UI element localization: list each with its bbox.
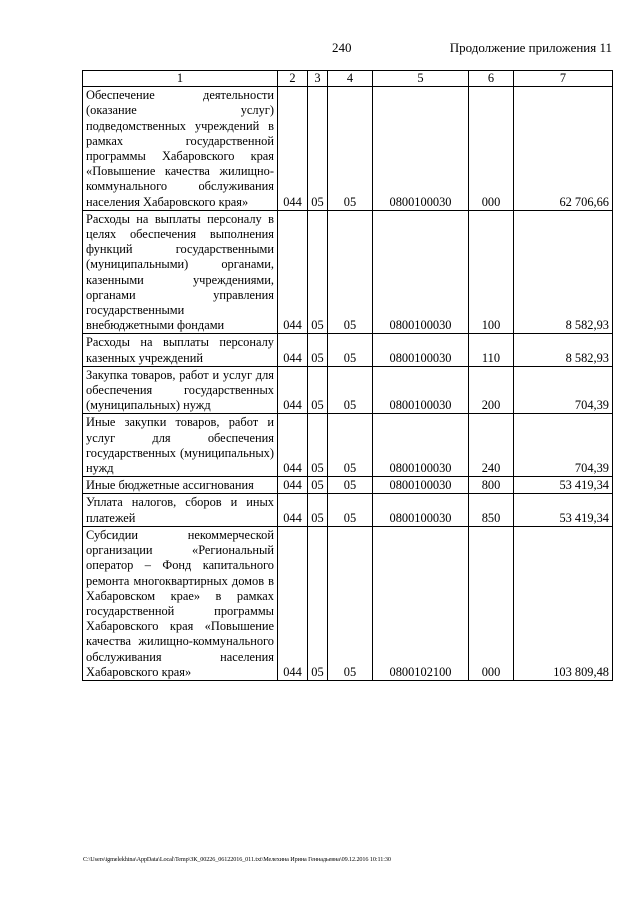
subsection-code-cell: 05	[328, 477, 373, 494]
amount-cell: 704,39	[514, 414, 613, 477]
subsection-code-cell: 05	[328, 526, 373, 680]
file-path-footer: C:\Users\igmelekhina\AppData\Local\Temp\ЗК_00226_06122016_011.txt\Мелехина Ирина Геннадьевна\09.12.2016 10:11:30	[83, 856, 391, 863]
column-header: 5	[373, 71, 469, 87]
table-row	[83, 494, 613, 526]
table-row	[83, 366, 613, 414]
expense-name-cell: Субсидии некоммерческой организации «Региональный оператор – Фонд капитального ремонта многоквартирных домов в Хабаровском крае» в рамках государственной программы Хабаровского края «Повышение качества жилищно-коммунального обслуживания населения Хабаровского края»	[83, 526, 278, 680]
subsection-code-cell: 05	[328, 210, 373, 334]
ministry-code-cell: 044	[278, 87, 308, 211]
page-number: 240	[332, 40, 352, 55]
subsection-code-cell: 05	[328, 334, 373, 366]
budget-table	[82, 70, 613, 681]
section-code-cell: 05	[308, 494, 328, 526]
column-header: 1	[83, 71, 278, 87]
expense-type-cell: 100	[469, 210, 514, 334]
target-article-cell: 0800100030	[373, 366, 469, 414]
expense-type-cell: 110	[469, 334, 514, 366]
ministry-code-cell: 044	[278, 210, 308, 334]
target-article-cell: 0800100030	[373, 477, 469, 494]
section-code-cell: 05	[308, 334, 328, 366]
amount-cell: 8 582,93	[514, 210, 613, 334]
table-row	[83, 526, 613, 680]
ministry-code-cell: 044	[278, 494, 308, 526]
amount-cell: 53 419,34	[514, 494, 613, 526]
target-article-cell: 0800100030	[373, 210, 469, 334]
ministry-code-cell: 044	[278, 366, 308, 414]
section-code-cell: 05	[308, 87, 328, 211]
column-header: 2	[278, 71, 308, 87]
expense-type-cell: 800	[469, 477, 514, 494]
subsection-code-cell: 05	[328, 494, 373, 526]
table-row	[83, 210, 613, 334]
section-code-cell: 05	[308, 477, 328, 494]
table-row	[83, 334, 613, 366]
section-code-cell: 05	[308, 366, 328, 414]
expense-name-cell: Расходы на выплаты персоналу казенных учреждений	[83, 334, 278, 366]
ministry-code-cell: 044	[278, 334, 308, 366]
ministry-code-cell: 044	[278, 526, 308, 680]
ministry-code-cell: 044	[278, 414, 308, 477]
subsection-code-cell: 05	[328, 366, 373, 414]
expense-name-cell: Иные закупки товаров, работ и услуг для обеспечения государственных (муниципальных) нужд	[83, 414, 278, 477]
expense-name-cell: Уплата налогов, сборов и иных платежей	[83, 494, 278, 526]
expense-type-cell: 000	[469, 526, 514, 680]
expense-name-cell: Расходы на выплаты персоналу в целях обеспечения выполнения функций государственными (муниципальными) органами, казенными учреждениями, органами управления государственными внебюджетными фондами	[83, 210, 278, 334]
section-code-cell: 05	[308, 526, 328, 680]
ministry-code-cell: 044	[278, 477, 308, 494]
target-article-cell: 0800100030	[373, 414, 469, 477]
section-code-cell: 05	[308, 210, 328, 334]
expense-name-cell: Обеспечение деятельности (оказание услуг) подведомственных учреждений в рамках государственной программы Хабаровского края «Повышение качества жилищно-коммунального обслуживания населения Хабаровского края»	[83, 87, 278, 211]
column-header: 6	[469, 71, 514, 87]
subsection-code-cell: 05	[328, 414, 373, 477]
expense-type-cell: 240	[469, 414, 514, 477]
amount-cell: 62 706,66	[514, 87, 613, 211]
expense-name-cell: Иные бюджетные ассигнования	[83, 477, 278, 494]
target-article-cell: 0800100030	[373, 334, 469, 366]
column-header: 4	[328, 71, 373, 87]
expense-type-cell: 850	[469, 494, 514, 526]
table-row	[83, 477, 613, 494]
amount-cell: 53 419,34	[514, 477, 613, 494]
target-article-cell: 0800100030	[373, 494, 469, 526]
column-header: 7	[514, 71, 613, 87]
target-article-cell: 0800100030	[373, 87, 469, 211]
amount-cell: 704,39	[514, 366, 613, 414]
subsection-code-cell: 05	[328, 87, 373, 211]
column-header: 3	[308, 71, 328, 87]
expense-type-cell: 000	[469, 87, 514, 211]
column-number-row	[83, 71, 613, 87]
appendix-continuation-label: Продолжение приложения 11	[449, 40, 612, 55]
table-row	[83, 87, 613, 211]
expense-name-cell: Закупка товаров, работ и услуг для обеспечения государственных (муниципальных) нужд	[83, 366, 278, 414]
expense-type-cell: 200	[469, 366, 514, 414]
amount-cell: 8 582,93	[514, 334, 613, 366]
target-article-cell: 0800102100	[373, 526, 469, 680]
table-row	[83, 414, 613, 477]
amount-cell: 103 809,48	[514, 526, 613, 680]
section-code-cell: 05	[308, 414, 328, 477]
